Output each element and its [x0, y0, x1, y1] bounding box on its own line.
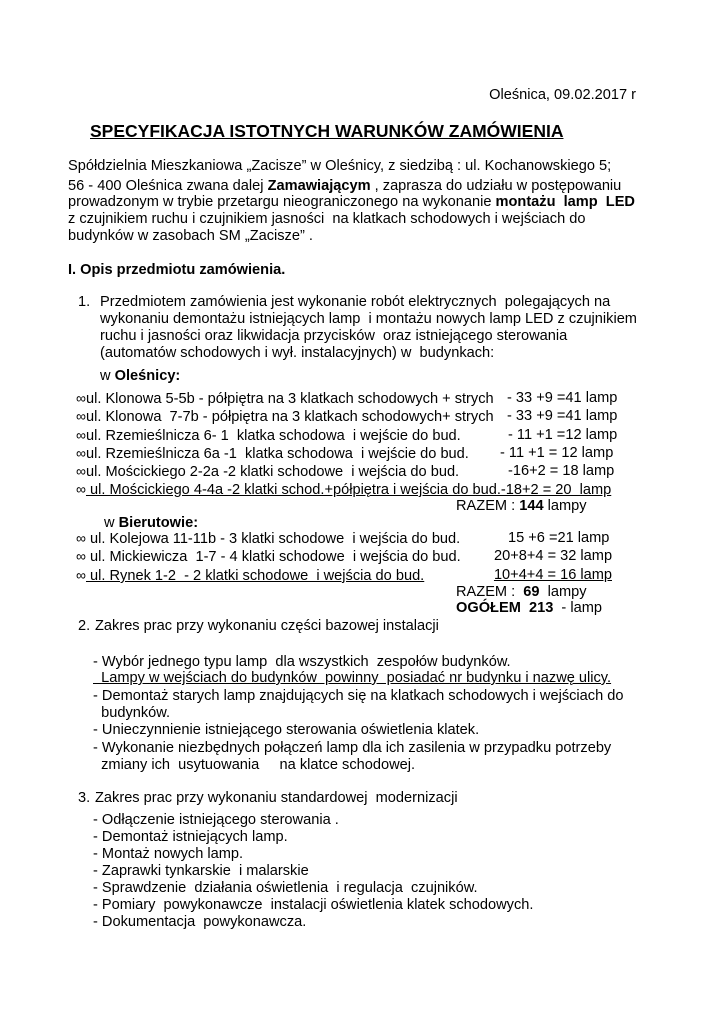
intro-line-2-pre: 56 - 400 Oleśnica zwana dalej [68, 178, 268, 194]
infinity-bullet-icon: ∞ [76, 390, 86, 406]
razem-olesnica [456, 498, 587, 514]
razem-value: 144 [519, 498, 544, 514]
list-item: - Demontaż starych lamp znajdujących się na klatkach schodowych i wejściach do [93, 688, 624, 704]
olesnica-prefix: w [100, 368, 115, 384]
item-1-line-2: wykonaniu demontażu istniejących lamp i montażu nowych lamp LED z czujnikiem [100, 311, 637, 327]
list-item [76, 427, 461, 444]
intro-zamawiajacy: Zamawiającym [267, 178, 371, 194]
row-count: 20+8+4 = 32 lamp [494, 548, 613, 564]
intro-line-2-post: , zaprasza do udziału w postępowaniu [370, 178, 622, 194]
razem-unit: lampy [539, 584, 587, 600]
row-text: ul. Rynek 1-2 - 2 klatki schodowe i wejścia do bud. [85, 568, 425, 584]
item-1-line-3: ruchu i jasności oraz likwidacja przycisków oraz istniejącego sterowania [100, 328, 568, 344]
razem-value: 69 [523, 584, 540, 600]
infinity-bullet-icon: ∞ [76, 445, 86, 461]
row-count: 10+4+4 = 16 lamp [493, 567, 612, 583]
ogolem-label: OGÓŁEM [456, 600, 529, 616]
intro-line-5: budynków w zasobach SM „Zacisze” . [68, 228, 313, 244]
intro-line-3 [68, 194, 635, 210]
row-count: - 11 +1 =12 lamp [508, 427, 618, 443]
intro-montaz-lamp-led: montażu lamp LED [495, 194, 635, 210]
document-date: Oleśnica, 09.02.2017 r [489, 87, 636, 103]
intro-line-4: z czujnikiem ruchu i czujnikiem jasności na klatkach schodowych i wejściach do [68, 211, 586, 227]
row-text: ul. Mickiewicza 1-7 - 4 klatki schodowe i wejścia do bud. [85, 549, 461, 565]
row-text: ul. Klonowa 7-7b - półpiętra na 3 klatkach schodowych+ strych [85, 409, 494, 425]
list-item: - Pomiary powykonawcze instalacji oświetlenia klatek schodowych. [93, 897, 534, 913]
row-text: ul. Mościckiego 4-4a -2 klatki schod.+półpiętra i wejścia do bud.-18+2 = 20 lamp [85, 482, 612, 498]
list-item: zmiany ich usytuowania na klatce schodowej. [93, 757, 416, 773]
row-count: - 11 +1 = 12 lamp [500, 445, 614, 461]
ogolem-total [456, 600, 602, 616]
item-1-line-1: Przedmiotem zamówienia jest wykonanie robót elektrycznych polegających na [100, 294, 611, 310]
infinity-bullet-icon: ∞ [76, 427, 86, 443]
row-text: ul. Kolejowa 11-11b - 3 klatki schodowe i wejścia do bud. [85, 531, 461, 547]
row-count: - 33 +9 =41 lamp [507, 408, 618, 424]
intro-line-2 [68, 178, 621, 194]
bierutow-prefix: w [104, 515, 119, 531]
list-item [76, 548, 461, 565]
list-item: - Wykonanie niezbędnych połączeń lamp dla ich zasilenia w przypadku potrzeby [93, 740, 612, 756]
list-item [76, 567, 424, 584]
razem-label: RAZEM : [456, 498, 520, 514]
list-item: - Demontaż istniejących lamp. [93, 829, 288, 845]
document-title: SPECYFIKACJA ISTOTNYCH WARUNKÓW ZAMÓWIENIA [90, 121, 564, 141]
list-item: - Unieczynnienie istniejącego sterowania oświetlenia klatek. [93, 722, 480, 738]
bierutow-heading [104, 515, 198, 531]
list-item [76, 481, 611, 498]
infinity-bullet-icon: ∞ [76, 463, 86, 479]
list-item [76, 530, 460, 547]
item-2-heading: Zakres prac przy wykonaniu części bazowej instalacji [95, 618, 439, 634]
infinity-bullet-icon: ∞ [76, 567, 86, 583]
item-1-line-4: (automatów schodowych i wył. instalacyjnych) w budynkach: [100, 345, 495, 361]
row-text: ul. Rzemieślnicza 6a -1 klatka schodowa i wejście do bud. [85, 446, 469, 462]
row-text: ul. Klonowa 5-5b - półpiętra na 3 klatkach schodowych + strych [85, 391, 494, 407]
item-3-heading: Zakres prac przy wykonaniu standardowej modernizacji [95, 790, 458, 806]
section-1-heading: I. Opis przedmiotu zamówienia. [68, 262, 286, 278]
list-item [76, 445, 469, 462]
ogolem-value: 213 [528, 600, 554, 616]
list-item: - Dokumentacja powykonawcza. [93, 914, 307, 930]
intro-line-3-pre: prowadzonym w trybie przetargu nieograniczonego na wykonanie [68, 194, 496, 210]
item-2-number: 2. [78, 618, 91, 634]
razem-label: RAZEM : [456, 584, 524, 600]
row-text: ul. Mościckiego 2-2a -2 klatki schodowe i wejścia do bud. [85, 464, 460, 480]
list-item: Lampy w wejściach do budynków powinny posiadać nr budynku i nazwę ulicy. [93, 670, 612, 686]
list-item: - Odłączenie istniejącego sterowania . [93, 812, 339, 828]
row-count: -16+2 = 18 lamp [508, 463, 615, 479]
list-item: - Sprawdzenie działania oświetlenia i regulacja czujników. [93, 880, 478, 896]
list-item [76, 390, 494, 407]
razem-bierutow [456, 584, 587, 600]
olesnica-name: Oleśnicy: [114, 368, 181, 384]
row-count: - 33 +9 =41 lamp [507, 390, 618, 406]
list-item: budynków. [93, 705, 171, 721]
ogolem-unit: - lamp [553, 600, 602, 616]
list-item [76, 463, 459, 480]
infinity-bullet-icon: ∞ [76, 481, 86, 497]
infinity-bullet-icon: ∞ [76, 530, 86, 546]
infinity-bullet-icon: ∞ [76, 548, 86, 564]
item-1-number: 1. [78, 294, 91, 310]
olesnica-heading [100, 368, 180, 384]
list-item: - Montaż nowych lamp. [93, 846, 244, 862]
list-item: - Zaprawki tynkarskie i malarskie [93, 863, 309, 879]
row-text: ul. Rzemieślnicza 6- 1 klatka schodowa i wejście do bud. [85, 428, 461, 444]
list-item: - Wybór jednego typu lamp dla wszystkich zespołów budynków. [93, 654, 511, 670]
bierutow-name: Bierutowie: [118, 515, 199, 531]
list-item [76, 408, 494, 425]
intro-line-1: Spółdzielnia Mieszkaniowa „Zacisze” w Oleśnicy, z siedzibą : ul. Kochanowskiego 5; [68, 158, 612, 174]
razem-unit: lampy [543, 498, 587, 514]
row-count: 15 +6 =21 lamp [508, 530, 610, 546]
item-3-number: 3. [78, 790, 91, 806]
infinity-bullet-icon: ∞ [76, 408, 86, 424]
